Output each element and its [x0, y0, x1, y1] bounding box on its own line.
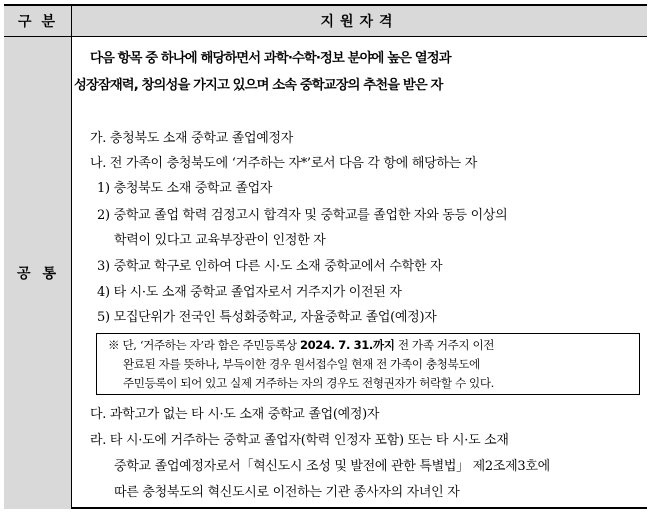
sub-item-2: 2) 중학교 졸업 학력 검정고시 합격자 및 중학교를 졸업한 자와 동등 이상의 [97, 208, 508, 223]
category-cell: 공통 [4, 37, 72, 509]
sub-item-5: 5) 모집단위가 전국인 특성화중학교, 자율중학교 졸업(예정)자 [97, 310, 437, 325]
item-ga: 가. 충청북도 소재 중학교 졸업예정자 [90, 131, 294, 146]
item-na: 나. 전 가족이 충청북도에 ‘거주하는 자*’로서 다음 각 항에 해당하는 자 [90, 156, 477, 171]
note-line-1 [108, 337, 494, 353]
table-header [4, 6, 647, 37]
item-ra-cont-1: 중학교 졸업예정자로서「혁신도시 조성 및 발전에 관한 특별법」 제2조제3호에 [114, 459, 550, 474]
sub-item-4: 4) 타 시·도 소재 중학교 졸업자로서 거주지가 이전된 자 [97, 285, 402, 300]
eligibility-table [4, 4, 647, 509]
note-prefix: ※ 단, ‘거주하는 자’라 함은 주민등록상 [108, 338, 297, 352]
item-da: 다. 과학고가 없는 타 시·도 소재 중학교 졸업(예정)자 [90, 407, 380, 422]
intro-line-2: 성장잠재력, 창의성을 가지고 있으며 소속 중학교장의 추천을 받은 자 [74, 78, 443, 93]
header-eligibility: 지원자격 [320, 14, 399, 30]
sub-item-1: 1) 충청북도 소재 중학교 졸업자 [97, 181, 273, 196]
item-ra: 라. 타 시·도에 거주하는 중학교 졸업자(학력 인정자 포함) 또는 타 시·도 소재 [90, 433, 509, 448]
note-line-3: 주민등록이 되어 있고 실제 거주하는 자의 경우도 전형권자가 허락할 수 있다. [123, 376, 494, 390]
item-ra-cont-2: 따른 충청북도의 혁신도시로 이전하는 기관 종사자의 자녀인 자 [114, 485, 460, 500]
note-deadline-date: 2024. 7. 31.까지 [299, 338, 395, 352]
sub-item-3: 3) 중학교 학구로 인하여 다른 시·도 소재 중학교에서 수학한 자 [97, 259, 443, 274]
sub-item-2-cont: 학력이 있다고 교육부장관이 인정한 자 [114, 233, 326, 248]
intro-text [74, 45, 644, 99]
eligibility-cell [72, 37, 647, 509]
header-category: 구분 [4, 6, 72, 36]
note-line-2: 완료된 자를 뜻하나, 부득이한 경우 원서접수일 현재 전 가족이 충청북도에 [123, 357, 480, 371]
residency-note-box [96, 333, 640, 395]
intro-line-1: 다음 항목 중 하나에 해당하면서 과학·수학·정보 분야에 높은 열정과 [90, 51, 451, 66]
note-suffix: 전 가족 거주지 이전 [394, 338, 495, 352]
